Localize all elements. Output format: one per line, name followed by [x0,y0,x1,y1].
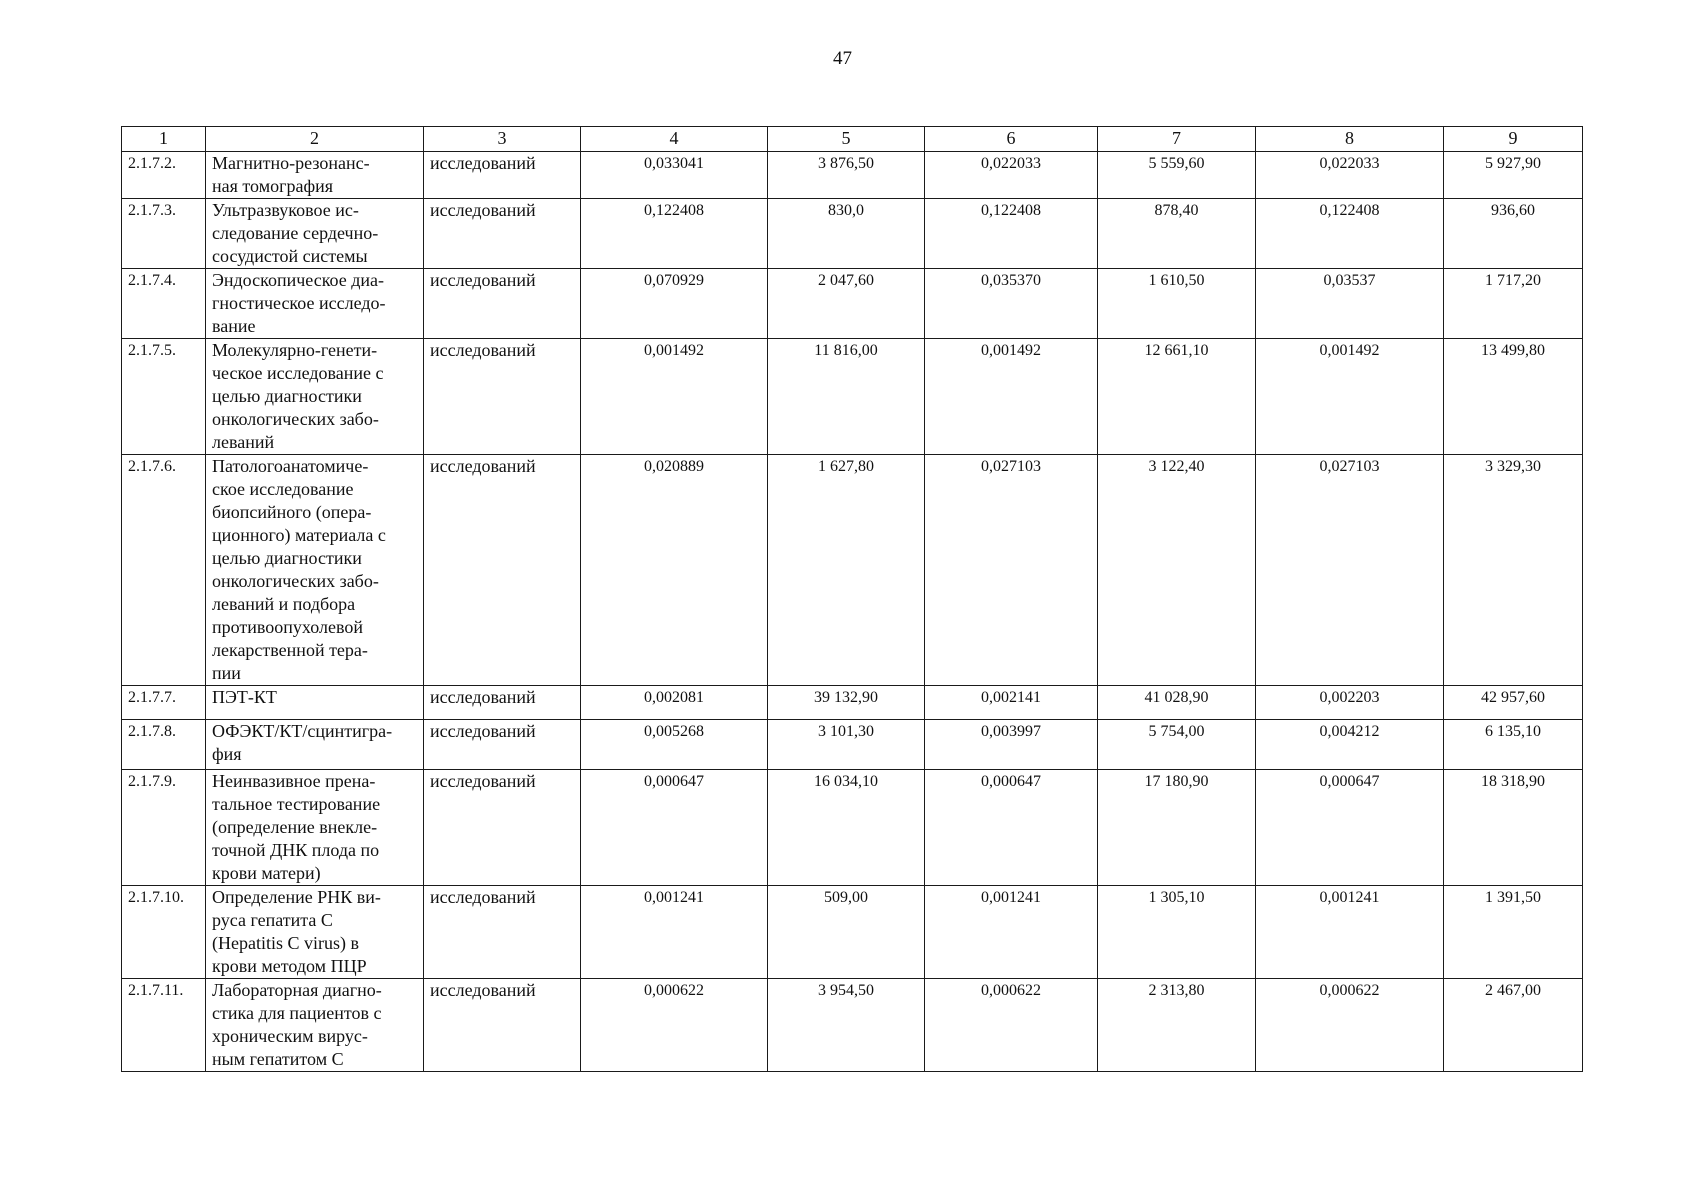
row-value-4: 0,033041 [581,152,768,199]
row-value-4: 0,000647 [581,770,768,886]
row-value-5: 39 132,90 [768,686,925,720]
row-value-4: 0,005268 [581,720,768,770]
row-code: 2.1.7.10. [122,886,206,979]
row-unit: исследований [424,979,581,1072]
table-row [122,269,1583,339]
row-value-9: 5 927,90 [1444,152,1583,199]
table-row [122,339,1583,455]
row-value-6: 0,000622 [925,979,1098,1072]
table-row [122,199,1583,269]
row-value-6: 0,001241 [925,886,1098,979]
row-name: Эндоскопическое диа- гностическое исследо- вание [206,269,424,339]
row-code: 2.1.7.6. [122,455,206,686]
row-value-7: 2 313,80 [1098,979,1256,1072]
row-unit: исследований [424,720,581,770]
row-name: Магнитно-резонанс- ная томография [206,152,424,199]
row-code: 2.1.7.7. [122,686,206,720]
row-value-4: 0,001492 [581,339,768,455]
column-header-7: 7 [1098,127,1256,152]
row-value-9: 936,60 [1444,199,1583,269]
row-value-9: 2 467,00 [1444,979,1583,1072]
column-header-8: 8 [1256,127,1444,152]
row-code: 2.1.7.4. [122,269,206,339]
row-unit: исследований [424,269,581,339]
row-value-7: 3 122,40 [1098,455,1256,686]
row-value-9: 3 329,30 [1444,455,1583,686]
column-header-6: 6 [925,127,1098,152]
row-value-7: 5 754,00 [1098,720,1256,770]
row-value-6: 0,000647 [925,770,1098,886]
tariff-table [121,126,1583,1072]
row-value-8: 0,002203 [1256,686,1444,720]
table-row [122,886,1583,979]
row-code: 2.1.7.11. [122,979,206,1072]
row-name: ОФЭКТ/КТ/сцинтигра- фия [206,720,424,770]
row-value-8: 0,001492 [1256,339,1444,455]
header-row [122,127,1583,152]
row-name: Лабораторная диагно- стика для пациентов с хроническим вирус- ным гепатитом С [206,979,424,1072]
row-value-8: 0,122408 [1256,199,1444,269]
column-header-4: 4 [581,127,768,152]
row-unit: исследований [424,152,581,199]
table-row [122,720,1583,770]
row-code: 2.1.7.5. [122,339,206,455]
row-unit: исследований [424,455,581,686]
row-value-6: 0,122408 [925,199,1098,269]
table-row [122,152,1583,199]
row-value-7: 1 305,10 [1098,886,1256,979]
row-unit: исследований [424,686,581,720]
page-number: 47 [833,48,852,69]
row-value-9: 42 957,60 [1444,686,1583,720]
row-value-7: 878,40 [1098,199,1256,269]
row-value-5: 2 047,60 [768,269,925,339]
row-value-4: 0,001241 [581,886,768,979]
row-value-5: 16 034,10 [768,770,925,886]
row-value-8: 0,022033 [1256,152,1444,199]
row-value-5: 1 627,80 [768,455,925,686]
row-value-6: 0,003997 [925,720,1098,770]
row-value-9: 1 391,50 [1444,886,1583,979]
row-value-8: 0,03537 [1256,269,1444,339]
row-value-5: 11 816,00 [768,339,925,455]
row-value-6: 0,001492 [925,339,1098,455]
row-value-9: 18 318,90 [1444,770,1583,886]
row-name: Молекулярно-генети- ческое исследование с целью диагностики онкологических забо- леваний [206,339,424,455]
table-row [122,770,1583,886]
row-value-9: 1 717,20 [1444,269,1583,339]
row-value-5: 830,0 [768,199,925,269]
row-value-5: 3 101,30 [768,720,925,770]
row-value-4: 0,002081 [581,686,768,720]
table-row [122,686,1583,720]
row-value-8: 0,004212 [1256,720,1444,770]
row-value-7: 5 559,60 [1098,152,1256,199]
row-value-8: 0,000622 [1256,979,1444,1072]
column-header-5: 5 [768,127,925,152]
row-value-7: 41 028,90 [1098,686,1256,720]
row-value-6: 0,027103 [925,455,1098,686]
row-value-7: 17 180,90 [1098,770,1256,886]
row-value-9: 13 499,80 [1444,339,1583,455]
row-value-4: 0,000622 [581,979,768,1072]
row-name: Определение РНК ви- руса гепатита С (Hepatitis C virus) в крови методом ПЦР [206,886,424,979]
row-value-4: 0,020889 [581,455,768,686]
row-unit: исследований [424,770,581,886]
row-unit: исследований [424,199,581,269]
row-value-4: 0,070929 [581,269,768,339]
row-value-8: 0,027103 [1256,455,1444,686]
row-value-5: 509,00 [768,886,925,979]
row-code: 2.1.7.2. [122,152,206,199]
row-code: 2.1.7.3. [122,199,206,269]
table-header [122,127,1583,152]
row-value-6: 0,002141 [925,686,1098,720]
table-body [122,152,1583,1072]
row-code: 2.1.7.9. [122,770,206,886]
row-value-5: 3 876,50 [768,152,925,199]
row-code: 2.1.7.8. [122,720,206,770]
row-value-6: 0,022033 [925,152,1098,199]
row-name: ПЭТ-КТ [206,686,424,720]
column-header-9: 9 [1444,127,1583,152]
row-value-8: 0,001241 [1256,886,1444,979]
row-name: Патологоанатомиче- ское исследование биопсийного (опера- ционного) материала с целью диагностики онкологических забо- леваний и подбора противоопухолевой лекарственной тера- пии [206,455,424,686]
row-value-7: 1 610,50 [1098,269,1256,339]
row-value-9: 6 135,10 [1444,720,1583,770]
row-value-7: 12 661,10 [1098,339,1256,455]
table-row [122,979,1583,1072]
column-header-1: 1 [122,127,206,152]
row-unit: исследований [424,886,581,979]
row-value-8: 0,000647 [1256,770,1444,886]
row-name: Ультразвуковое ис- следование сердечно- сосудистой системы [206,199,424,269]
row-name: Неинвазивное прена- тальное тестирование (определение внекле- точной ДНК плода по крови матери) [206,770,424,886]
row-unit: исследований [424,339,581,455]
table-row [122,455,1583,686]
column-header-2: 2 [206,127,424,152]
row-value-5: 3 954,50 [768,979,925,1072]
column-header-3: 3 [424,127,581,152]
row-value-6: 0,035370 [925,269,1098,339]
row-value-4: 0,122408 [581,199,768,269]
